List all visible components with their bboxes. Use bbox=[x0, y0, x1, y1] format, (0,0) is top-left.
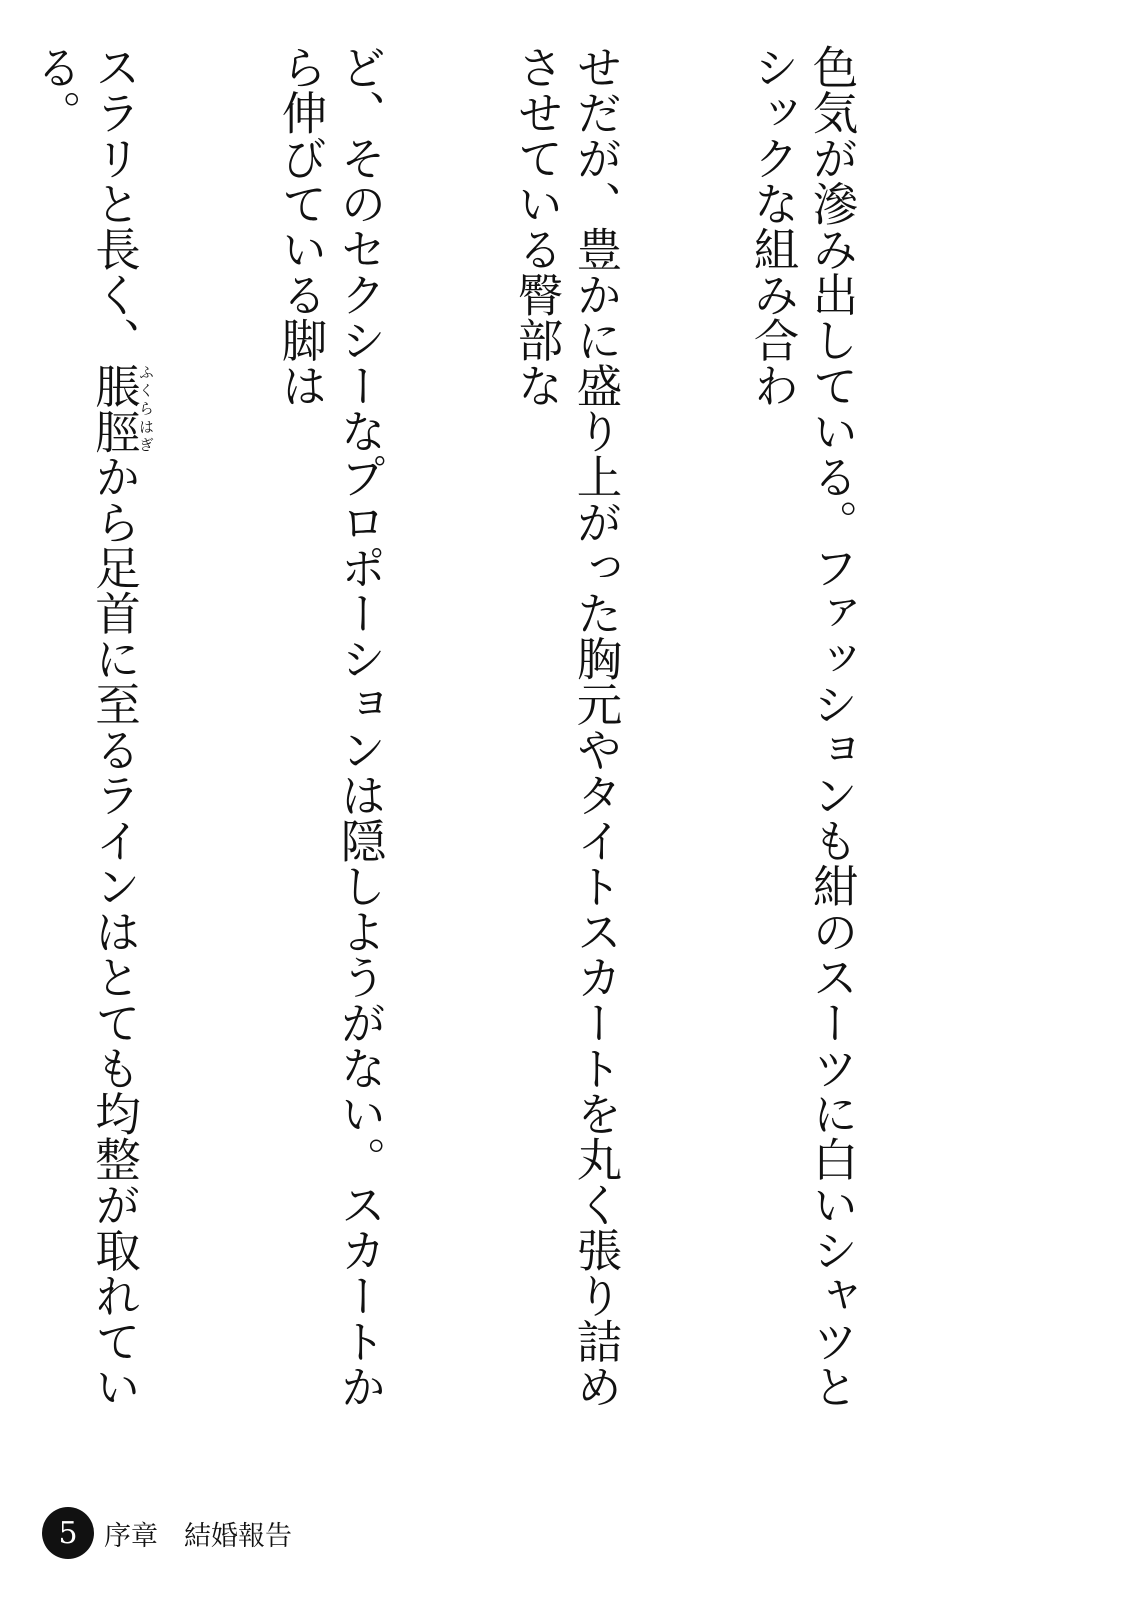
ruby-reading: ふくらはぎ bbox=[137, 362, 155, 454]
chapter-title: 結婚報告 bbox=[184, 1520, 292, 1552]
page-number: 5 bbox=[42, 1507, 94, 1559]
body-text bbox=[29, 44, 980, 1414]
text-line: せだが、豊かに盛り上がった胸元やタイトスカートを丸く張り詰めさせている臀部な bbox=[511, 44, 623, 1409]
ruby-word bbox=[88, 362, 155, 454]
text-line: ど、そのセクシーなプロポーションは隠しようがない。スカートから伸びている脚は bbox=[275, 44, 387, 1409]
text-segment: から足首に至るラインはとても均整が取れている。 bbox=[29, 44, 142, 1409]
text-segment: スラリと長く、 bbox=[88, 44, 142, 363]
ruby-base: 脹脛 bbox=[88, 362, 142, 454]
text-line: 色気が滲み出している。ファッションも紺のスーツに白いシャツとシックな組み合わ bbox=[747, 44, 859, 1409]
page-footer bbox=[42, 1504, 292, 1562]
chapter-label: 序章 bbox=[104, 1520, 158, 1552]
text-line-with-ruby bbox=[27, 44, 155, 1414]
